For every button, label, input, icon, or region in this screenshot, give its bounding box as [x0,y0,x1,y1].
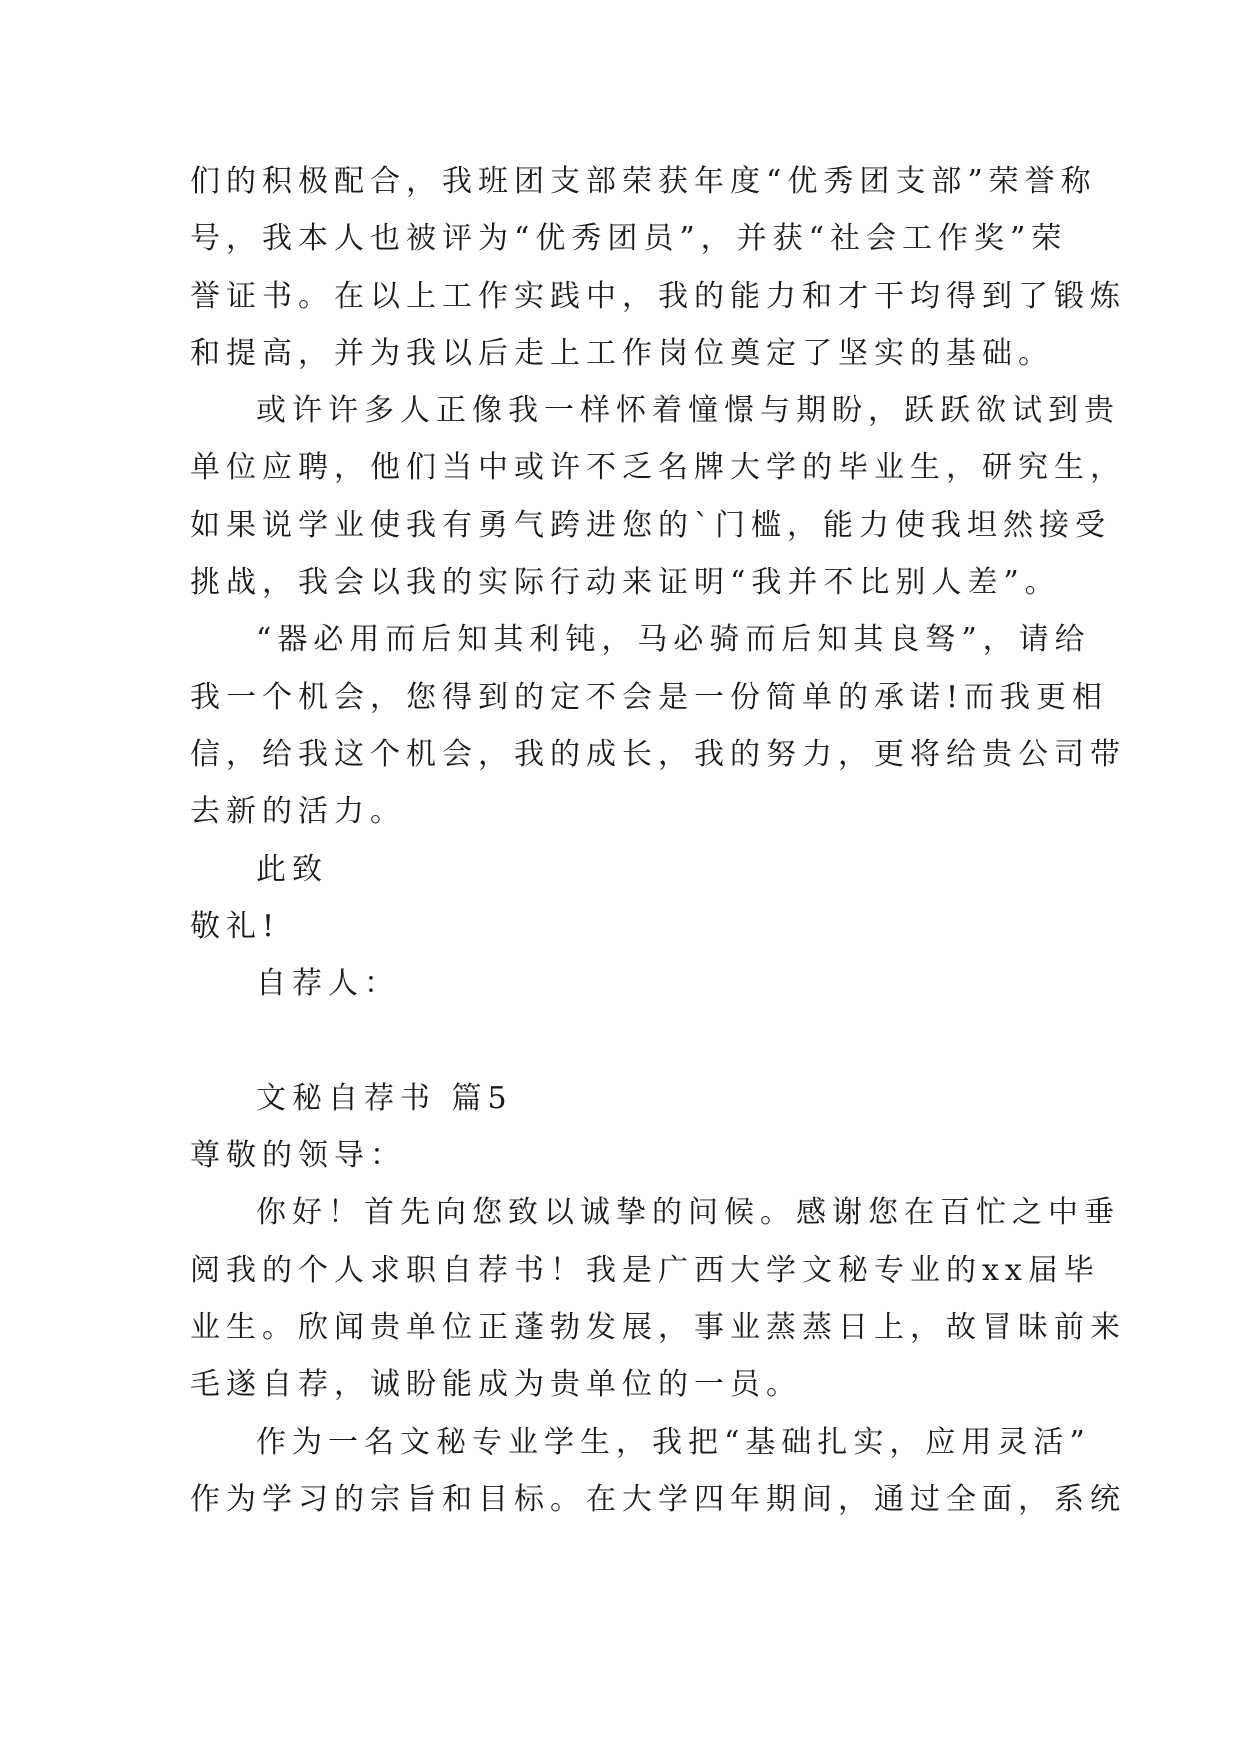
paragraph-intro [190,1193,1126,1422]
text-line: 挑战，我会以我的实际行动来证明“我并不比别人差”。 [190,565,1061,601]
text-line: 单位应聘，他们当中或许不乏名牌大学的毕业生，研究生， [190,450,1126,486]
text-line: 信，给我这个机会，我的成长，我的努力，更将给贵公司带 [190,736,1126,772]
text-line: 毛遂自荐，诚盼能成为贵单位的一员。 [190,1367,802,1403]
text-line: 们的积极配合，我班团支部荣获年度“优秀团支部”荣誉称 [190,164,1097,199]
paragraph-competition [190,391,1126,620]
text-line: 号，我本人也被评为“优秀团员”，并获“社会工作奖”荣 [190,221,1068,257]
paragraph-request [190,620,1126,849]
text-line: 或许许多人正像我一样怀着憧憬与期盼，跃跃欲试到贵 [256,393,1120,429]
text-line: 和提高，并为我以后走上工作岗位奠定了坚实的基础。 [190,335,1054,371]
letter-body [190,162,1126,1537]
text-line: 作为一名文秘专业学生，我把“基础扎实，应用灵活” [256,1424,1091,1460]
text-line: 如果说学业使我有勇气跨进您的`门槛，能力使我坦然接受 [190,507,1111,543]
text-line: 阅我的个人求职自荐书！我是广西大学文秘专业的xx届毕 [190,1252,1100,1288]
paragraph-study [190,1423,1126,1538]
text-line: “器必用而后知其利钝，马必骑而后知其良驽”，请给 [256,622,1091,658]
greeting-line: 尊敬的领导： [190,1138,406,1174]
paragraph-honors [190,162,1126,391]
salute-line: 敬礼! [190,908,281,944]
signer-line: 自荐人： [256,966,400,1002]
text-line: 业生。欣闻贵单位正蓬勃发展，事业蒸蒸日上，故冒昧前来 [190,1309,1126,1345]
closing-line: 此致 [256,851,328,887]
text-line: 你好！首先向您致以诚挚的问候。感谢您在百忙之中垂 [256,1195,1120,1231]
spacer [190,1021,1070,1078]
text-line: 誉证书。在以上工作实践中，我的能力和才干均得到了锻炼 [190,278,1126,314]
text-line: 去新的活力。 [190,794,406,830]
section-title: 文秘自荐书 篇5 [256,1080,513,1116]
text-line: 作为学习的宗旨和目标。在大学四年期间，通过全面，系统 [190,1481,1126,1517]
text-line: 我一个机会，您得到的定不会是一份简单的承诺!而我更相 [190,679,1109,715]
